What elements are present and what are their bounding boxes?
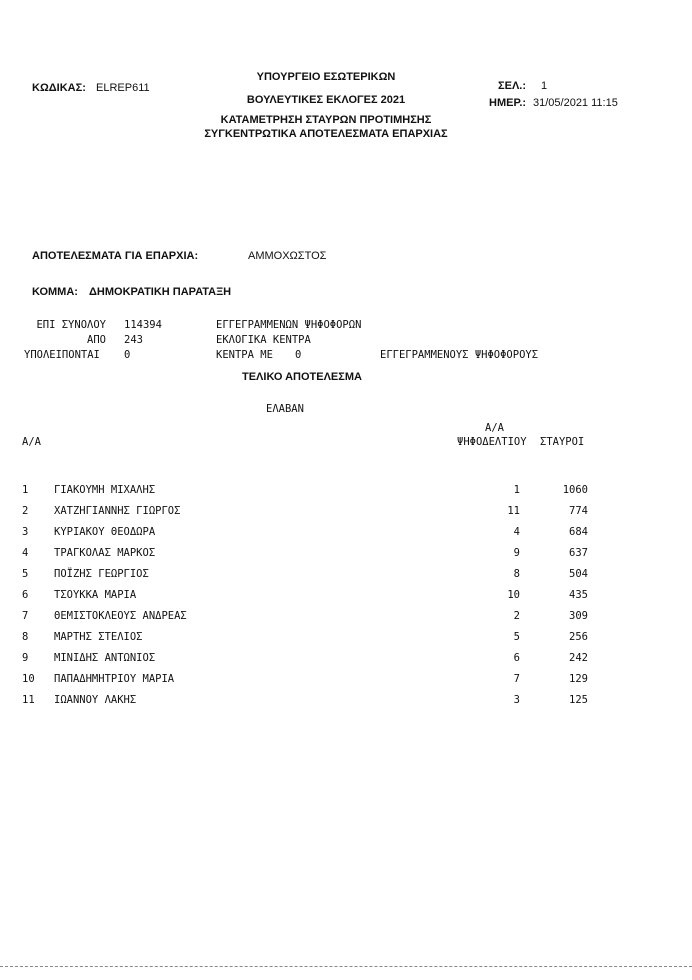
total-value: 114394 [124,319,162,331]
col-ballot-aa: Α/Α [485,422,504,434]
from-label: ΑΠΟ [87,334,106,346]
table-row [0,610,692,628]
row-aa: 9 [22,652,29,664]
row-aa: 7 [22,610,29,622]
remaining-value: 0 [124,349,131,361]
col-aa: Α/Α [22,436,41,448]
ministry-title: ΥΠΟΥΡΓΕΙΟ ΕΣΩΤΕΡΙΚΩΝ [256,71,396,83]
remaining-label: ΥΠΟΛΕΙΠΟΝΤΑΙ [24,349,100,361]
table-row [0,589,692,607]
party-value: ΔΗΜΟΚΡΑΤΙΚΗ ΠΑΡΑΤΑΞΗ [89,286,232,298]
row-name: ΘΕΜΙΣΤΟΚΛΕΟΥΣ ΑΝΔΡΕΑΣ [54,610,187,622]
row-crosses: 684 [569,526,588,538]
total-label: ΕΠΙ ΣΥΝΟΛΟΥ [36,319,106,331]
row-name: ΤΣΟΥΚΚΑ ΜΑΡΙΑ [54,589,137,601]
report-subtitle: ΣΥΓΚΕΝΤΡΩΤΙΚΑ ΑΠΟΤΕΛΕΣΜΑΤΑ ΕΠΑΡΧΙΑΣ [204,128,448,140]
centers-desc: ΕΓΓΕΓΡΑΜΜΕΝΟΥΣ ΨΗΦΟΦΟΡΟΥΣ [380,349,539,361]
report-title: ΚΑΤΑΜΕΤΡΗΣΗ ΣΤΑΥΡΩΝ ΠΡΟΤΙΜΗΣΗΣ [220,114,432,126]
row-crosses: 637 [569,547,588,559]
date-label: ΗΜΕΡ.: [489,97,527,109]
row-crosses: 504 [569,568,588,580]
row-ballot: 9 [513,547,520,559]
row-aa: 2 [22,505,29,517]
col-ballot: ΨΗΦΟΔΕΛΤΙΟΥ [457,436,527,448]
row-ballot: 11 [507,505,520,517]
row-aa: 4 [22,547,29,559]
table-row [0,505,692,523]
table-row [0,526,692,544]
district-label: ΑΠΟΤΕΛΕΣΜΑΤΑ ΓΙΑ ΕΠΑΡΧΙΑ: [32,250,199,262]
date-value: 31/05/2021 11:15 [533,97,618,109]
received-heading: ΕΛΑΒΑΝ [266,403,304,415]
row-crosses: 309 [569,610,588,622]
row-name: ΚΥΡΙΑΚΟΥ ΘΕΟΔΩΡΑ [54,526,156,538]
row-aa: 8 [22,631,29,643]
district-value: ΑΜΜΟΧΩΣΤΟΣ [248,250,327,262]
row-crosses: 129 [569,673,588,685]
table-row [0,568,692,586]
row-name: ΜΙΝΙΔΗΣ ΑΝΤΩΝΙΟΣ [54,652,156,664]
row-aa: 11 [22,694,35,706]
page-number: 1 [541,80,548,92]
col-crosses: ΣΤΑΥΡΟΙ [540,436,585,448]
row-ballot: 6 [513,652,520,664]
from-value: 243 [124,334,143,346]
table-row [0,547,692,565]
party-label: ΚΟΜΜΑ: [32,286,78,298]
total-desc: ΕΓΓΕΓΡΑΜΜΕΝΩΝ ΨΗΦΟΦΟΡΩΝ [216,319,362,331]
code-label: ΚΩΔΙΚΑΣ: [32,82,86,94]
table-row [0,673,692,691]
row-ballot: 4 [513,526,520,538]
row-ballot: 5 [513,631,520,643]
table-row [0,694,692,712]
row-aa: 6 [22,589,29,601]
election-title: ΒΟΥΛΕΥΤΙΚΕΣ ΕΚΛΟΓΕΣ 2021 [246,94,406,106]
page-label: ΣΕΛ.: [498,80,526,92]
row-name: ΓΙΑΚΟΥΜΗ ΜΙΧΑΛΗΣ [54,484,156,496]
final-result-heading: ΤΕΛΙΚΟ ΑΠΟΤΕΛΕΣΜΑ [242,371,362,383]
row-crosses: 256 [569,631,588,643]
centers-value: 0 [295,349,302,361]
row-ballot: 3 [513,694,520,706]
centers-label: ΚΕΝΤΡΑ ΜΕ [216,349,273,361]
row-crosses: 242 [569,652,588,664]
row-name: ΧΑΤΖΗΓΙΑΝΝΗΣ ΓΙΩΡΓΟΣ [54,505,181,517]
row-ballot: 7 [513,673,520,685]
row-name: ΠΟΪΖΗΣ ΓΕΩΡΓΙΟΣ [54,568,149,580]
row-aa: 5 [22,568,29,580]
row-ballot: 1 [513,484,520,496]
row-name: ΤΡΑΓΚΟΛΑΣ ΜΑΡΚΟΣ [54,547,156,559]
row-ballot: 10 [507,589,520,601]
row-name: ΜΑΡΤΗΣ ΣΤΕΛΙΟΣ [54,631,143,643]
row-aa: 10 [22,673,35,685]
row-crosses: 774 [569,505,588,517]
row-aa: 3 [22,526,29,538]
row-crosses: 435 [569,589,588,601]
row-aa: 1 [22,484,29,496]
from-desc: ΕΚΛΟΓΙΚΑ ΚΕΝΤΡΑ [216,334,311,346]
table-row [0,631,692,649]
row-ballot: 8 [513,568,520,580]
row-crosses: 1060 [562,484,588,496]
code-value: ELREP611 [96,82,150,94]
row-crosses: 125 [569,694,588,706]
scan-edge-line [0,966,692,969]
table-row [0,484,692,502]
table-row [0,652,692,670]
row-name: ΙΩΑΝΝΟΥ ΛΑΚΗΣ [54,694,137,706]
row-name: ΠΑΠΑΔΗΜΗΤΡΙΟΥ ΜΑΡΙΑ [54,673,175,685]
row-ballot: 2 [513,610,520,622]
